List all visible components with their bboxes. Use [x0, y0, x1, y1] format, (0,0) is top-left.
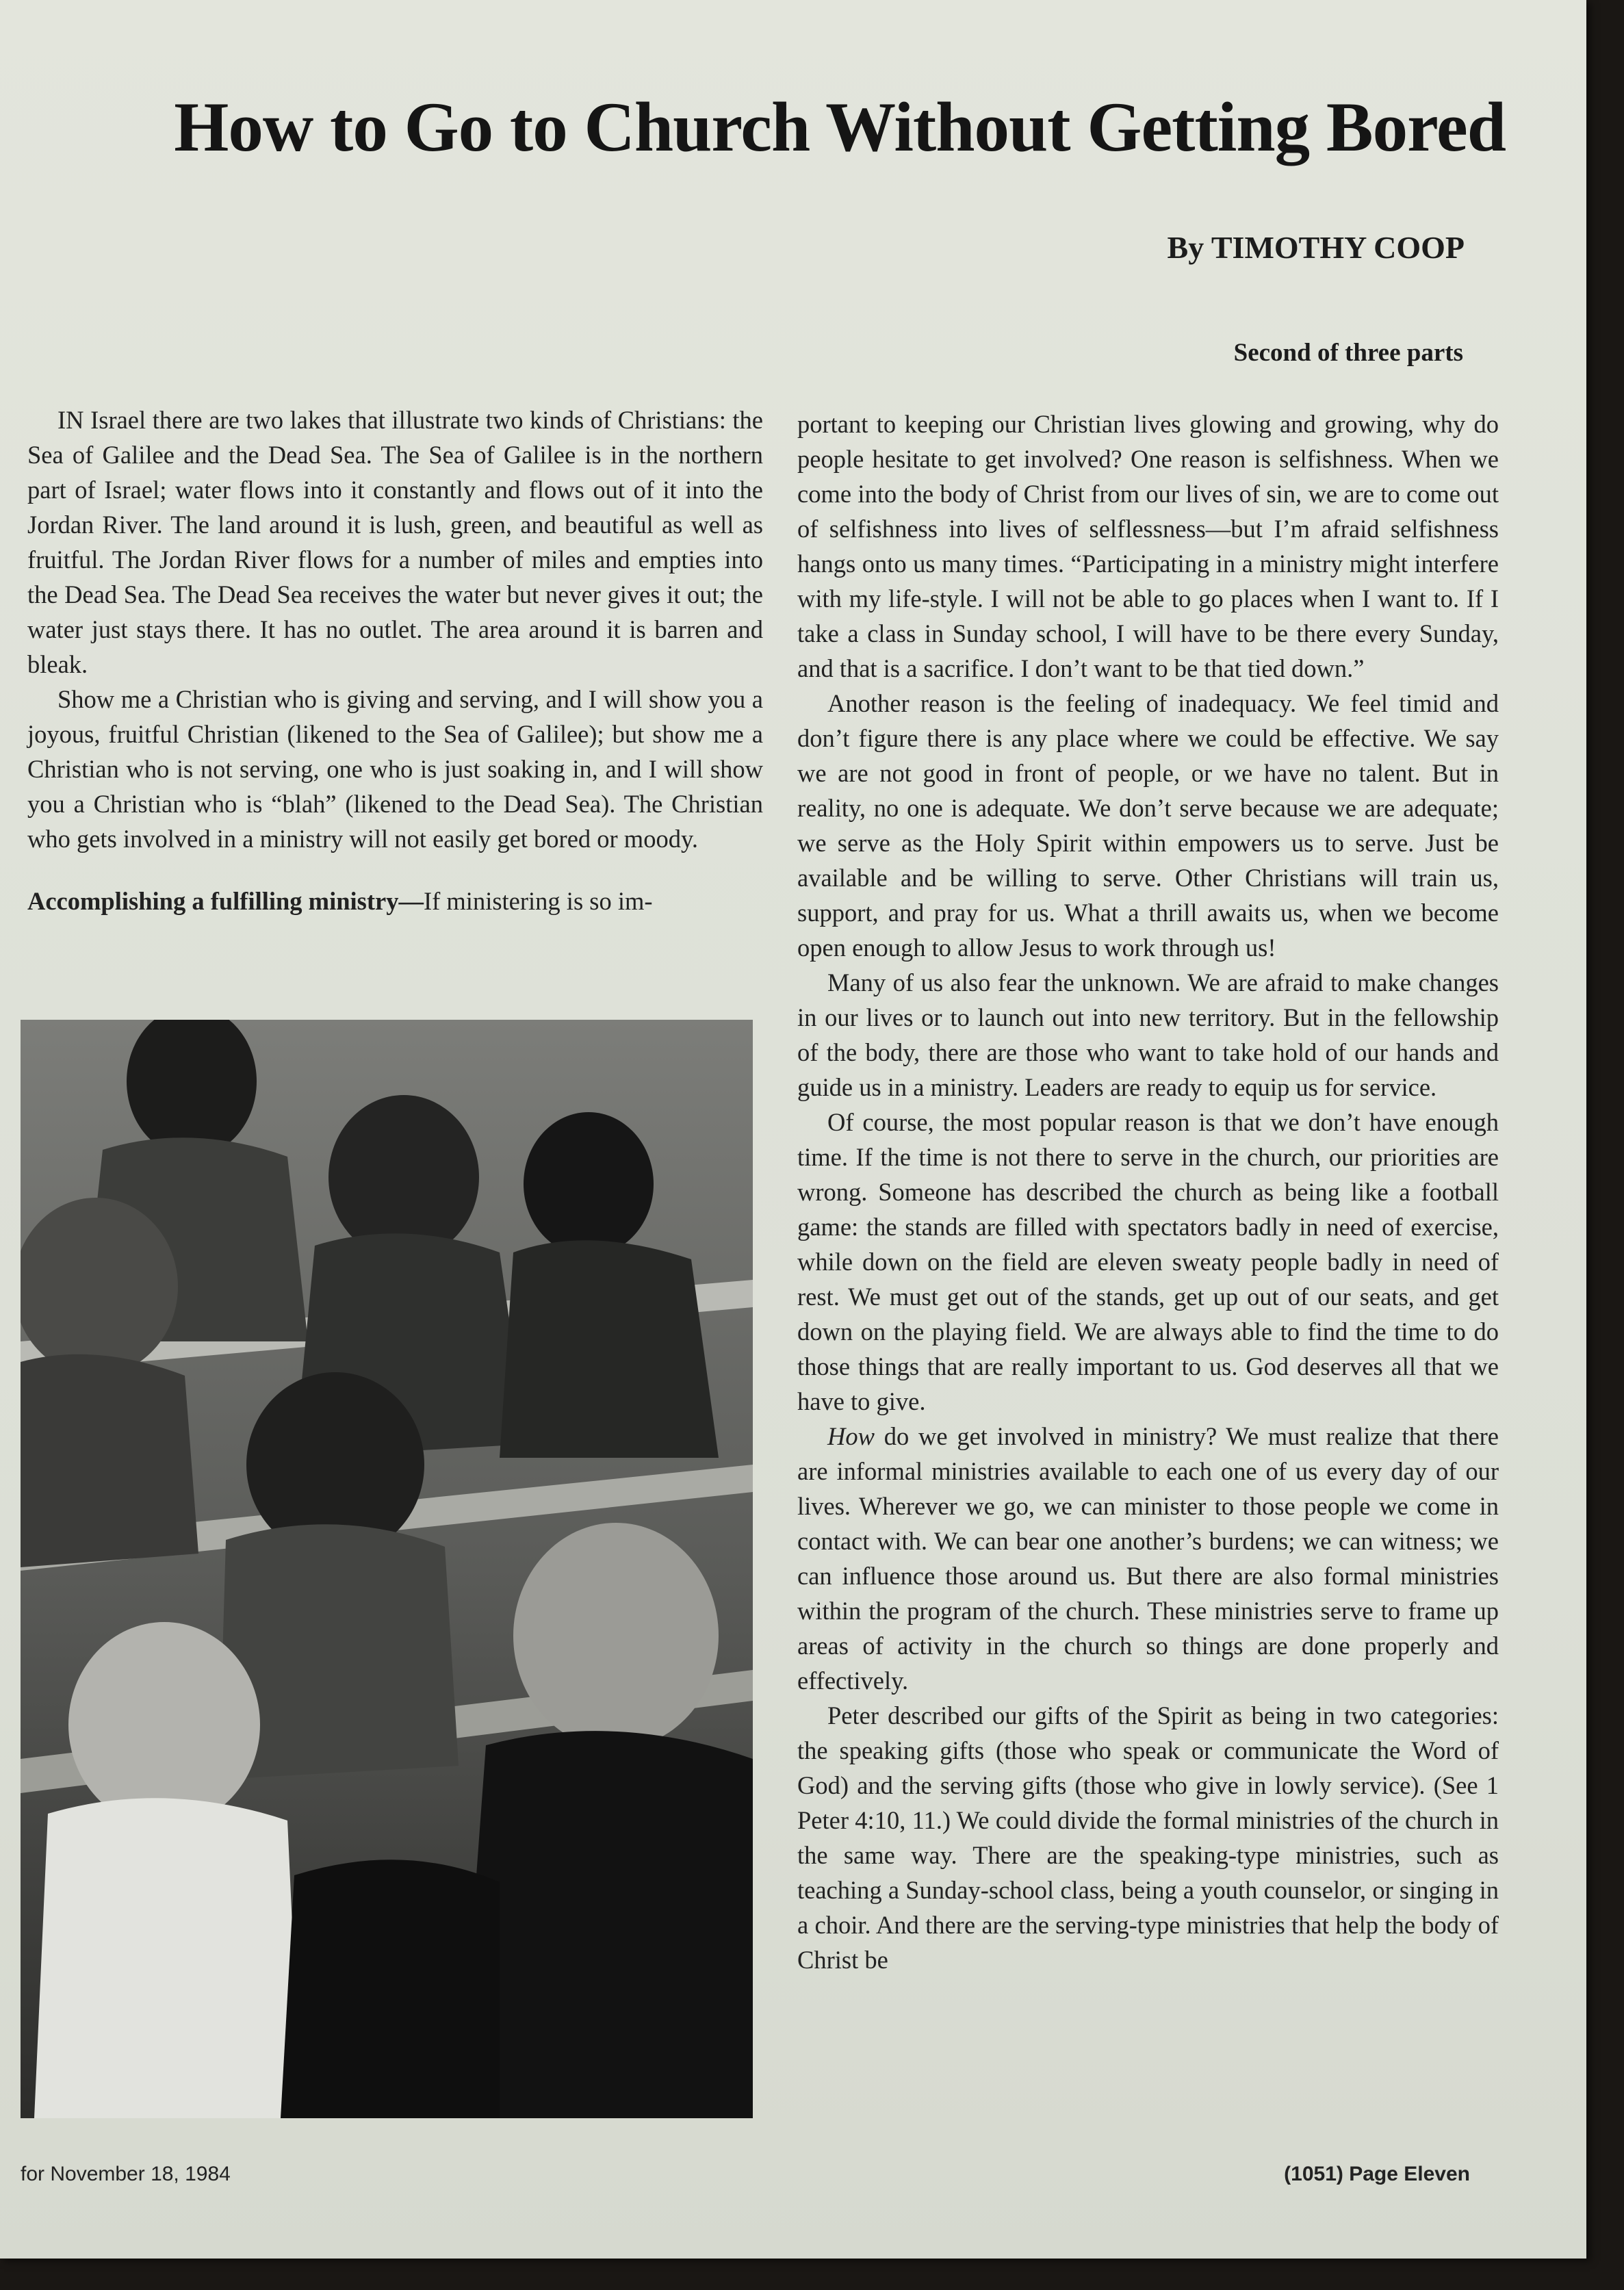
paragraph: Many of us also fear the unknown. We are afraid to make changes in our lives or to launch out into new territory. But in the fellowship of the body, there are those who want to take hold of our hands and guide us in a ministry. Leaders are ready to equip us for service. [797, 968, 1499, 1101]
paragraph: IN Israel there are two lakes that illustrate two kinds of Christians: the Sea of Galilee and the Dead Sea. The Sea of Galilee is in the northern part of Israel; water flows into it constantly and flows out of it into the Jordan River. The land around it is lush, green, and beautiful as well as fruitful. The Jordan River flows for a number of miles and empties into the Dead Sea. The Dead Sea receives the water but never gives it out; the water just stays there. It has no outlet. The area around it is barren and bleak. [27, 406, 763, 678]
series-note: Second of three parts [1233, 339, 1463, 367]
subhead: Accomplishing a fulfilling ministry— [27, 887, 424, 915]
paragraph: Peter described our gifts of the Spirit as being in two categories: the speaking gifts (those who speak or communicate the Word of God) and the serving gifts (those who give in lowly service). (See 1 Peter 4:10, 11.) We could divide the formal ministries of the church in the same way. There are the speaking-type ministries, such as teaching a Sunday-school class, being a youth counselor, or singing in a choir. And there are the serving-type ministries that help the body of Christ be [797, 1701, 1499, 1974]
paragraph: Of course, the most popular reason is that we don’t have enough time. If the time is not there to serve in the church, our priorities are wrong. Someone has described the church as being like a football game: the stands are filled with spectators badly in need of exercise, while down on the field are eleven sweaty people badly in need of rest. We must get out of the stands, get up out of our seats, and get down on the playing field. We are always able to find the time to do those things that are really important to us. God deserves all that we have to give. [797, 1108, 1499, 1415]
congregation-photo [21, 1020, 753, 2118]
paragraph [797, 1419, 1499, 1698]
footer-date: for November 18, 1984 [21, 2163, 231, 2185]
article-byline: By TIMOTHY COOP [1167, 230, 1465, 265]
subhead-paragraph [27, 884, 763, 918]
left-column [27, 402, 763, 918]
paragraph-text: do we get involved in ministry? We must realize that there are informal ministries available to each one of us every day of our lives. Wherever we go, we can minister to those people we come in contact with. We can bear one another’s burdens; we can witness; we can influence those around us. But there are also formal ministries within the program of the church. These ministries serve to frame up areas of activity in the church so things are done properly and effectively. [797, 1422, 1499, 1695]
paragraph: Another reason is the feeling of inadequacy. We feel timid and don’t figure there is any place where we could be effective. We say we are not good in front of people, or we have no talent. But in reality, no one is adequate. We don’t serve because we are adequate; we serve as the Holy Spirit within empowers us to serve. Just be available and be willing to serve. Other Christians will train us, support, and pray for us. What a thrill awaits us, when we become open enough to allow Jesus to work through us! [797, 689, 1499, 962]
congregation-photo-drawing [21, 1020, 753, 2118]
paragraph: Show me a Christian who is giving and serving, and I will show you a joyous, fruitful Christian (likened to the Sea of Galilee); but show me a Christian who is not serving, one who is just soaking in, and I will show you a Christian who is “blah” (likened to the Dead Sea). The Christian who gets involved in a ministry will not easily get bored or moody. [27, 685, 763, 853]
footer-page-number: (1051) Page Eleven [1284, 2163, 1470, 2185]
subhead-text: If ministering is so im- [423, 887, 653, 915]
article-title: How to Go to Church Without Getting Bored [174, 88, 1506, 166]
right-column [797, 407, 1499, 1977]
paragraph: portant to keeping our Christian lives glowing and growing, why do people hesitate to get involved? One reason is selfishness. When we come into the body of Christ from our lives of sin, we are to come out of selfishness into lives of selflessness—but I’m afraid selfishness hangs onto us many times. “Participating in a ministry might interfere with my life-style. I will not be able to go places when I want to. If I take a class in Sunday school, I will have to be there every Sunday, and that is a sacrifice. I don’t want to be that tied down.” [797, 410, 1499, 682]
emphasis-how: How [827, 1422, 875, 1450]
